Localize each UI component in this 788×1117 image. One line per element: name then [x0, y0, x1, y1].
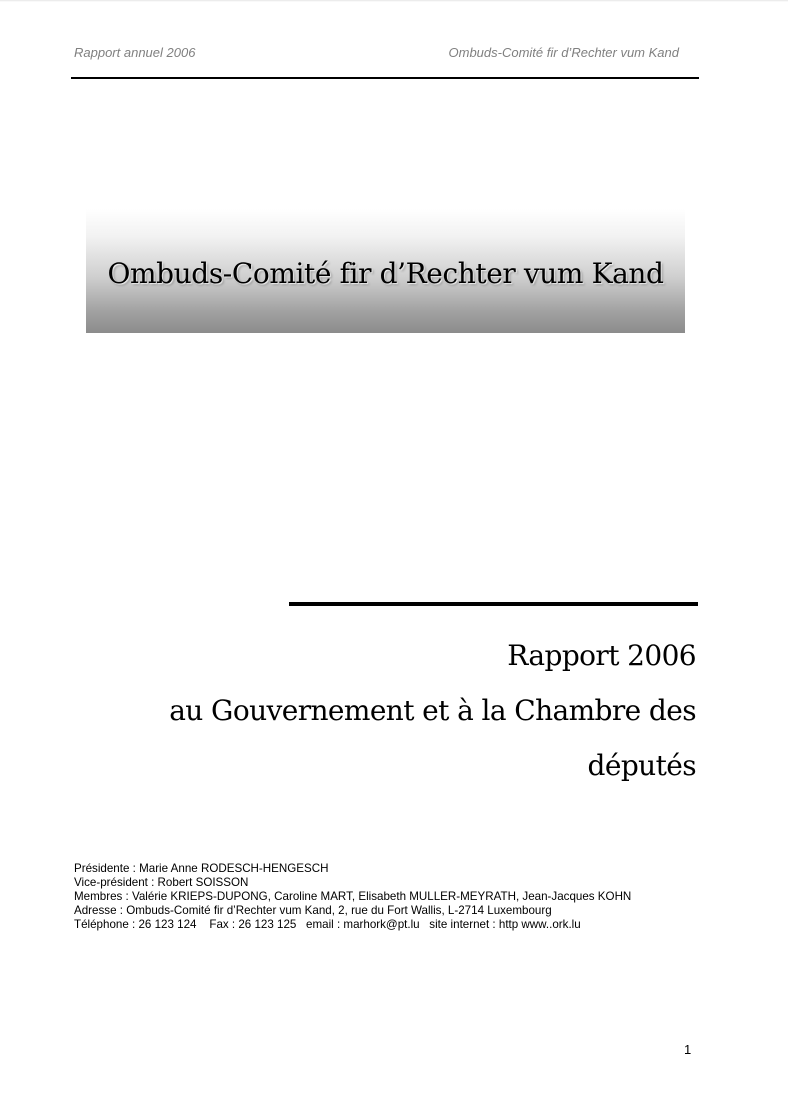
header-report-label: Rapport annuel 2006	[74, 45, 196, 60]
report-title-line: députés	[587, 749, 696, 782]
report-title	[96, 628, 696, 793]
adresse-line: Adresse : Ombuds-Comité fir d’Rechter vum Kand, 2, rue du Fort Wallis, L-2714 Luxembourg	[74, 904, 552, 917]
membres-line: Membres : Valérie KRIEPS-DUPONG, Caroline MART, Elisabeth MULLER-MEYRATH, Jean-Jacques KOHN	[74, 890, 632, 903]
running-header	[74, 45, 679, 63]
contact-block	[74, 862, 714, 932]
report-title-line: au Gouvernement et à la Chambre des	[169, 694, 696, 727]
report-title-line: Rapport 2006	[507, 639, 696, 672]
title-banner	[86, 209, 685, 333]
header-organization-name: Ombuds-Comité fir d’Rechter vum Kand	[448, 45, 679, 60]
banner-title: Ombuds-Comité fir d’Rechter vum Kand	[107, 257, 664, 290]
page-number: 1	[684, 1042, 692, 1057]
report-title-rule	[289, 602, 698, 606]
page-top-edge	[0, 0, 788, 2]
telephone-line: Téléphone : 26 123 124 Fax : 26 123 125 email : marhork@pt.lu site internet : http www..ork.lu	[74, 918, 581, 931]
vice-president-line: Vice-président : Robert SOISSON	[74, 876, 249, 889]
presidente-line: Présidente : Marie Anne RODESCH-HENGESCH	[74, 862, 329, 875]
header-rule	[71, 77, 699, 79]
